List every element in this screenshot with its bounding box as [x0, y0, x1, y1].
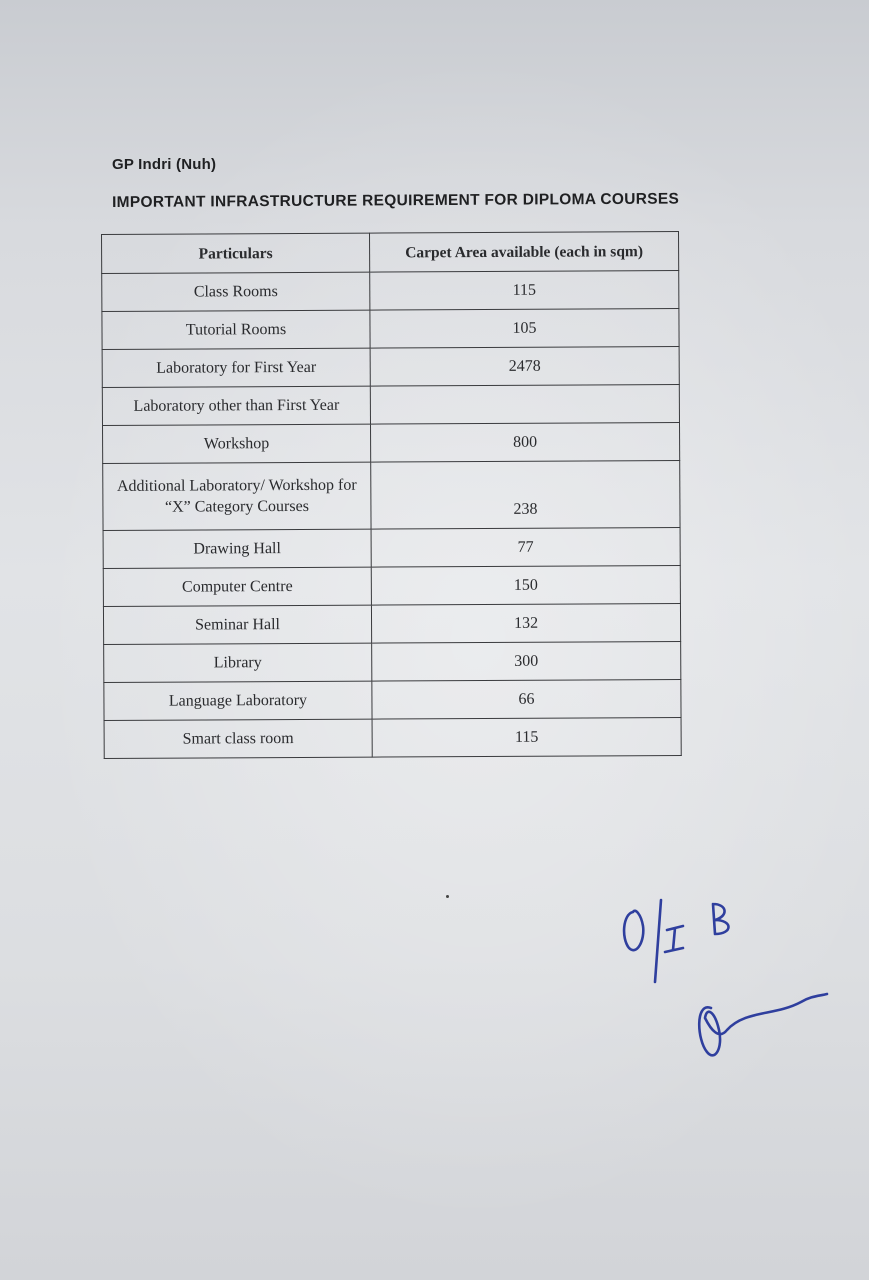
- handwritten-signature: [615, 890, 835, 1070]
- area-cell: 115: [370, 270, 679, 310]
- particular-cell: Laboratory other than First Year: [102, 386, 370, 425]
- infrastructure-table: [101, 231, 682, 759]
- area-cell: 66: [372, 679, 681, 719]
- ink-speck: [446, 895, 449, 898]
- area-cell: 2478: [370, 346, 679, 386]
- area-cell: 115: [372, 717, 681, 757]
- area-cell: 150: [371, 565, 680, 605]
- table-row: [102, 270, 679, 311]
- particular-cell: Class Rooms: [102, 272, 370, 311]
- area-cell: 105: [370, 308, 679, 348]
- table-row: [103, 527, 680, 568]
- particular-cell: Seminar Hall: [103, 605, 371, 644]
- area-cell: 132: [371, 603, 680, 643]
- particular-cell: Additional Laboratory/ Workshop for “X” Category Courses: [103, 462, 371, 530]
- institute-name: GP Indri (Nuh): [112, 156, 217, 173]
- column-header-particulars: Particulars: [102, 233, 370, 273]
- table-header-row: [102, 231, 679, 273]
- table-row: [103, 565, 680, 606]
- table-row: [102, 384, 679, 425]
- particular-cell: Tutorial Rooms: [102, 310, 370, 349]
- table-row: [104, 641, 681, 682]
- area-cell: 300: [372, 641, 681, 681]
- area-cell: 77: [371, 527, 680, 567]
- column-header-carpet-area: Carpet Area available (each in sqm): [369, 231, 678, 272]
- table-row: [103, 603, 680, 644]
- particular-cell: Computer Centre: [103, 567, 371, 606]
- document-title: IMPORTANT INFRASTRUCTURE REQUIREMENT FOR DIPLOMA COURSES: [112, 190, 680, 211]
- particular-cell: Language Laboratory: [104, 681, 372, 720]
- area-cell: 238: [371, 460, 680, 529]
- area-cell: 800: [370, 422, 679, 462]
- infrastructure-table-container: [101, 231, 682, 759]
- table-row: [104, 717, 681, 758]
- area-cell: [370, 384, 679, 424]
- particular-cell: Workshop: [103, 424, 371, 463]
- table-row: [102, 346, 679, 387]
- table-row: [104, 679, 681, 720]
- particular-cell: Laboratory for First Year: [102, 348, 370, 387]
- table-row: [103, 422, 680, 463]
- particular-cell: Drawing Hall: [103, 529, 371, 568]
- table-row: [103, 460, 680, 530]
- particular-cell: Library: [104, 643, 372, 682]
- table-row: [102, 308, 679, 349]
- particular-cell: Smart class room: [104, 719, 372, 758]
